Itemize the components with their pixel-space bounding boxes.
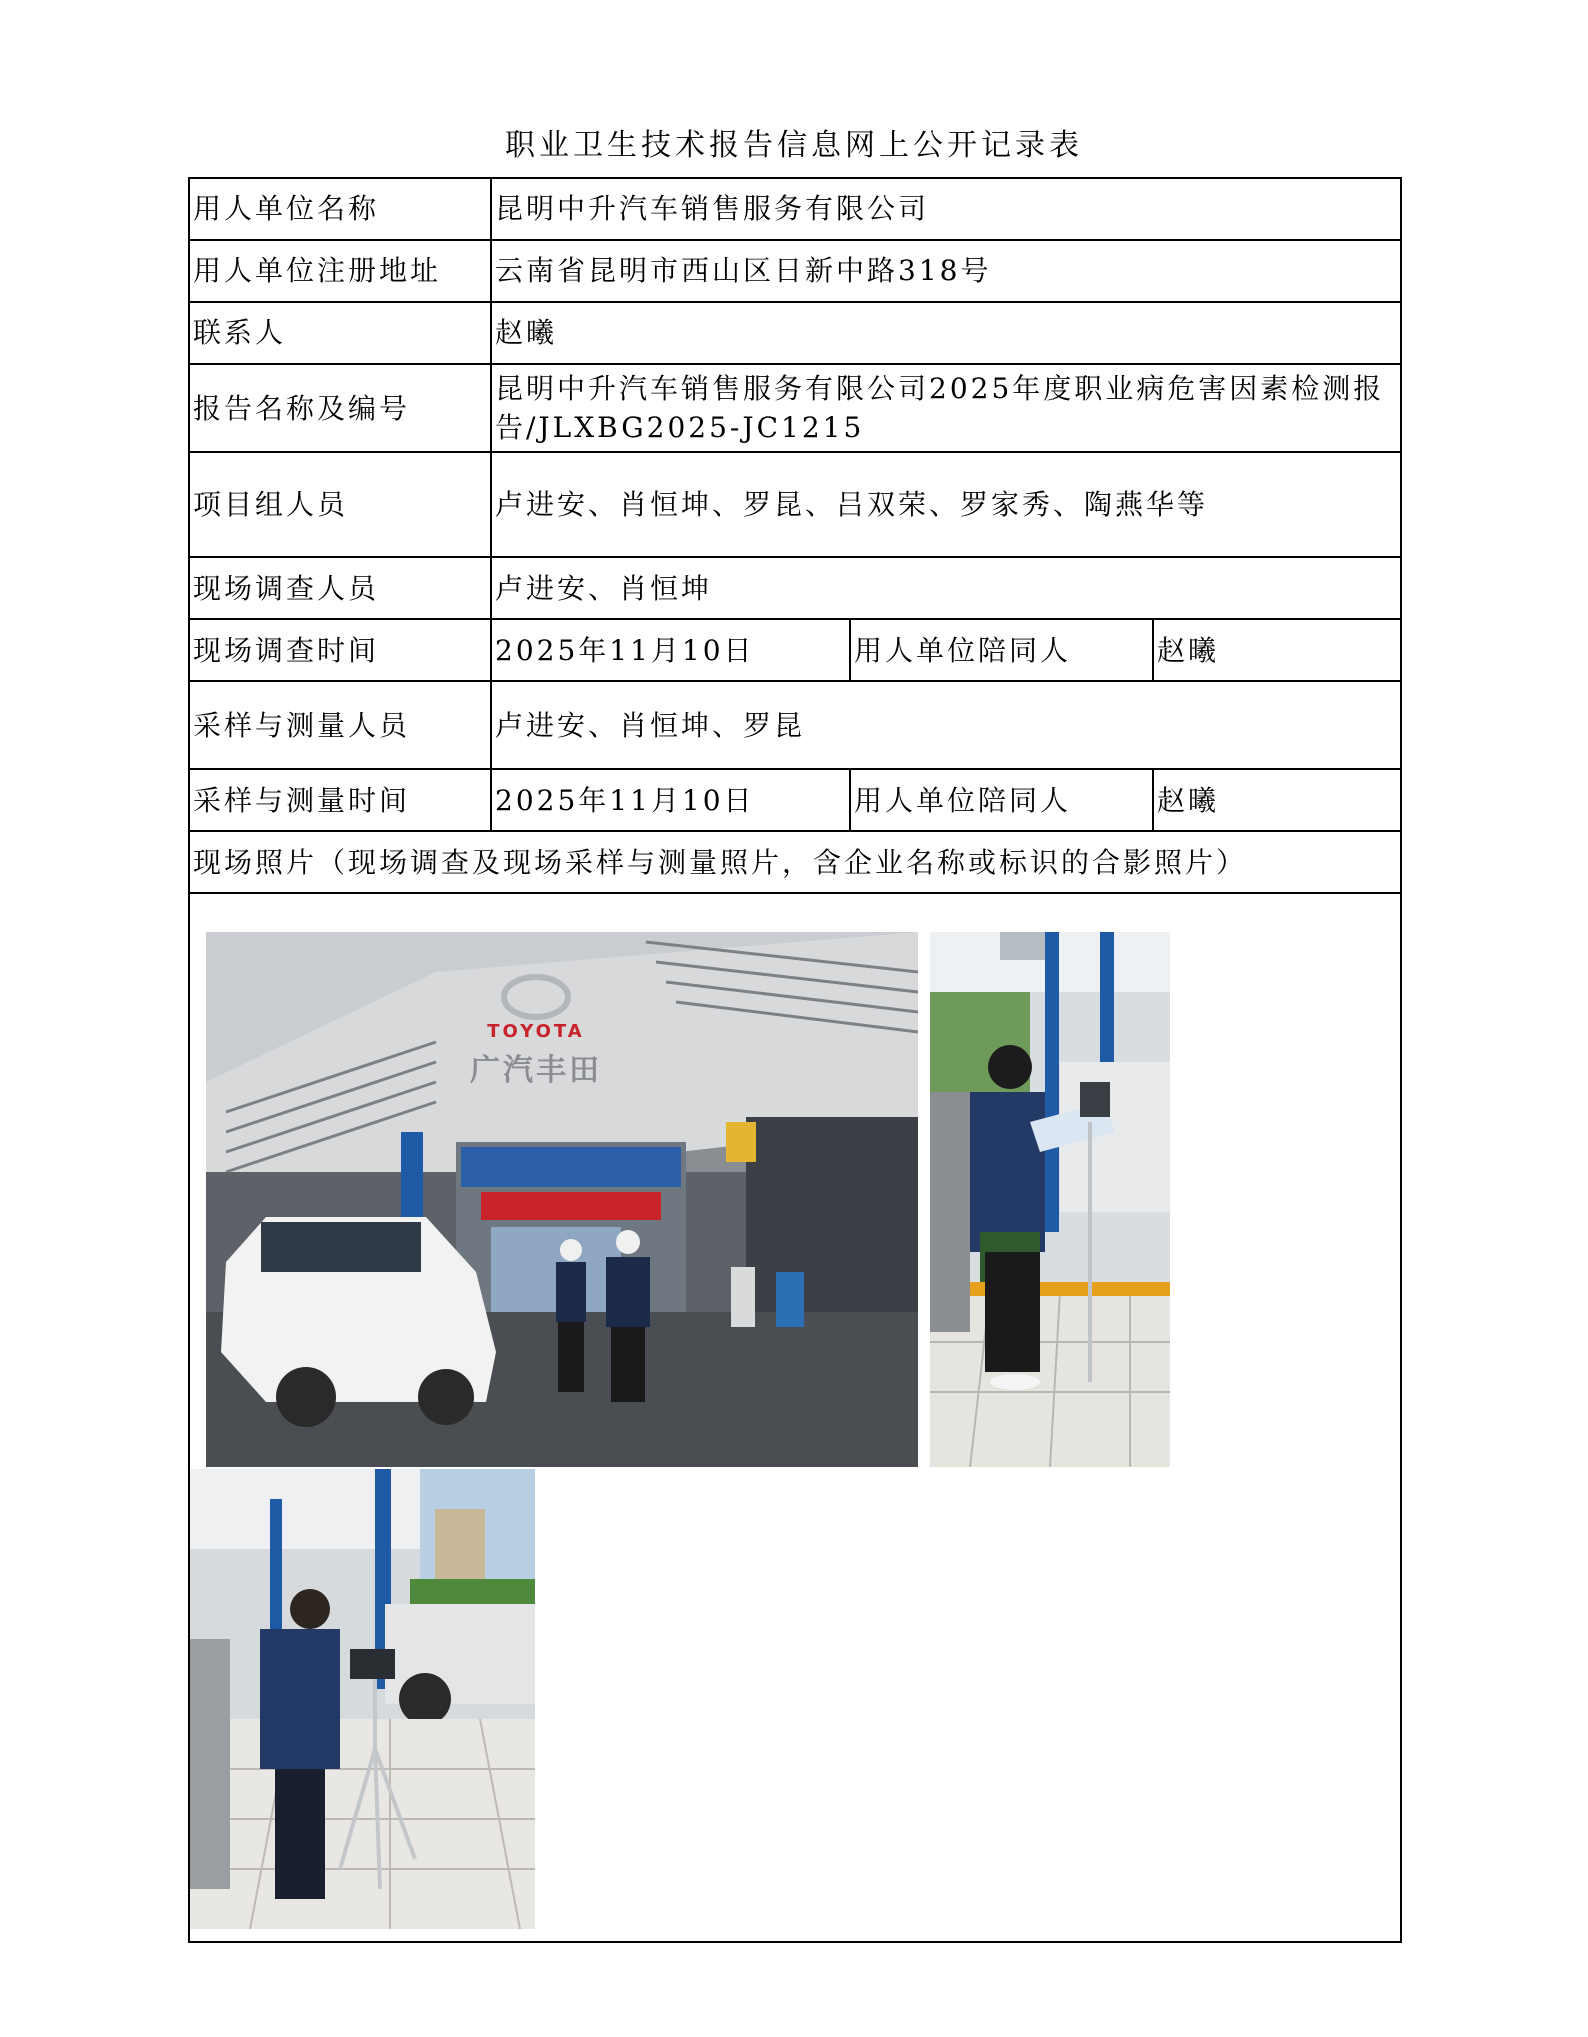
photo-sampling-tripod	[190, 1469, 535, 1929]
row-survey-staff	[189, 557, 1401, 619]
document-title: 职业卫生技术报告信息网上公开记录表	[505, 128, 1083, 163]
row-sampling-time	[189, 769, 1401, 831]
sampling-escort-value: 赵曦	[1153, 769, 1401, 831]
row-survey-time	[189, 619, 1401, 681]
sampling-escort-label: 用人单位陪同人	[850, 769, 1153, 831]
row-report	[189, 364, 1401, 452]
row-photos-label	[189, 831, 1401, 893]
employer-name-value: 昆明中升汽车销售服务有限公司	[491, 178, 1401, 240]
storefront-photo-image	[206, 932, 918, 1467]
photo-area	[190, 894, 1400, 1941]
team-label: 项目组人员	[189, 452, 491, 557]
contact-label: 联系人	[189, 302, 491, 364]
record-table	[188, 177, 1402, 1943]
row-team	[189, 452, 1401, 557]
survey-escort-label: 用人单位陪同人	[850, 619, 1153, 681]
photos-label: 现场照片（现场调查及现场采样与测量照片，含企业名称或标识的合影照片）	[189, 831, 1401, 893]
storefront-logo-text: TOYOTA	[487, 1021, 585, 1043]
sampling-time-label: 采样与测量时间	[189, 769, 491, 831]
survey-time-value: 2025年11月10日	[491, 619, 850, 681]
employer-address-label: 用人单位注册地址	[189, 240, 491, 302]
row-photos	[189, 893, 1401, 1942]
report-label: 报告名称及编号	[189, 364, 491, 452]
report-value: 昆明中升汽车销售服务有限公司2025年度职业病危害因素检测报告/JLXBG2025-JC1215	[491, 364, 1401, 452]
survey-staff-value: 卢进安、肖恒坤	[491, 557, 1401, 619]
row-sampling-staff	[189, 681, 1401, 769]
survey-time-label: 现场调查时间	[189, 619, 491, 681]
photo-storefront	[206, 932, 918, 1467]
photos-cell	[189, 893, 1401, 1942]
survey-escort-value: 赵曦	[1153, 619, 1401, 681]
sampling-tripod-photo-image	[190, 1469, 535, 1929]
survey-staff-label: 现场调查人员	[189, 557, 491, 619]
sampling-clipboard-photo-image	[930, 932, 1170, 1467]
employer-name-label: 用人单位名称	[189, 178, 491, 240]
contact-value: 赵曦	[491, 302, 1401, 364]
row-employer-address	[189, 240, 1401, 302]
employer-address-value: 云南省昆明市西山区日新中路318号	[491, 240, 1401, 302]
sampling-staff-value: 卢进安、肖恒坤、罗昆	[491, 681, 1401, 769]
sampling-time-value: 2025年11月10日	[491, 769, 850, 831]
photo-sampling-clipboard	[930, 932, 1170, 1467]
team-value: 卢进安、肖恒坤、罗昆、吕双荣、罗家秀、陶燕华等	[491, 452, 1401, 557]
row-employer-name	[189, 178, 1401, 240]
sampling-staff-label: 采样与测量人员	[189, 681, 491, 769]
storefront-brand-text: 广汽丰田	[470, 1053, 602, 1089]
row-contact	[189, 302, 1401, 364]
